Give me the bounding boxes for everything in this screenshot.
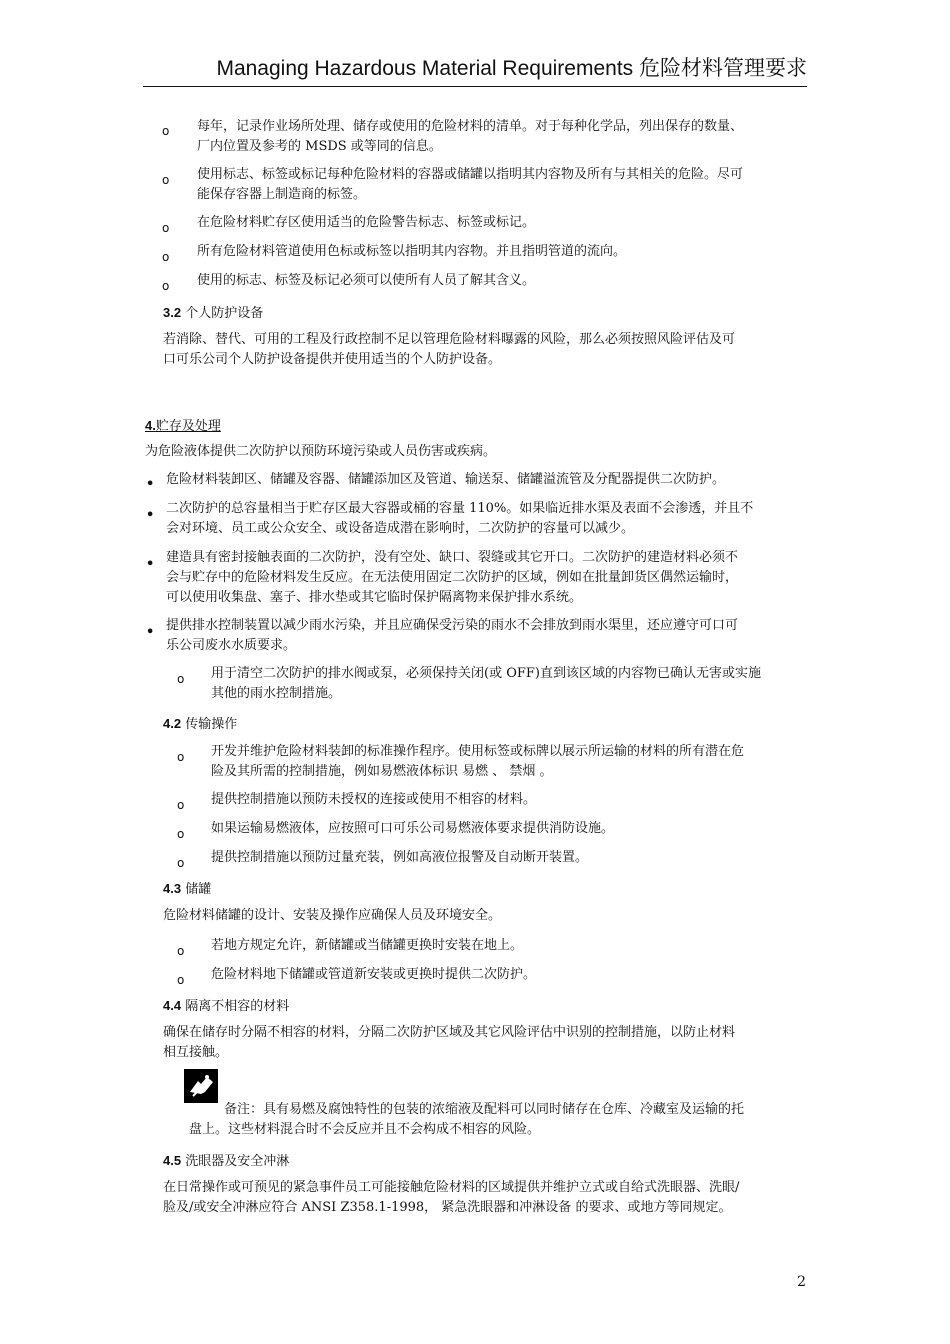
list-item: 如果运输易燃液体，应按照可口可乐公司易燃液体要求提供消防设施。: [211, 821, 615, 836]
note-hand-icon: [183, 1068, 219, 1104]
list-bullet-hollow: o: [177, 856, 185, 870]
list-item: 危险材料装卸区、储罐及容器、储罐添加区及管道、输送泵、储罐溢流管及分配器提供二次防护。: [166, 472, 726, 487]
list-item: 用于清空二次防护的排水阀或泵，必须保持关闭(或 OFF)直到该区域的内容物已确认无害或实施 其他的雨水控制措施。: [211, 666, 761, 701]
section-4-4-paragraph: 确保在储存时分隔不相容的材料，分隔二次防护区域及其它风险评估中识别的控制措施，以防止材料 相互接触。: [163, 1025, 736, 1060]
section-4-intro: 为危险液体提供二次防护以预防环境污染或人员伤害或疾病。: [145, 444, 497, 459]
section-heading-4: 4.贮存及处理: [145, 418, 221, 434]
list-item: 提供排水控制装置以减少雨水污染，并且应确保受污染的雨水不会排放到雨水渠里，还应遵守可口可 乐公司废水水质要求。: [166, 618, 739, 653]
list-item: 使用的标志、标签及标记必须可以使所有人员了解其含义。: [197, 273, 536, 288]
list-item: 开发并维护危险材料装卸的标准操作程序。使用标签或标牌以展示所运输的材料的所有潜在危 险及其所需的控制措施，例如易燃液体标识 易燃 、 禁烟 。: [211, 744, 745, 779]
list-item: 建造具有密封接触表面的二次防护，没有空处、缺口、裂缝或其它开口。二次防护的建造材料必须不 会与贮存中的危险材料发生反应。在无法使用固定二次防护的区域，例如在批量卸货区偶然运输时， 可以使用收集盘、塞子、排水垫或其它临时保护隔离物来保护排水系统。: [166, 550, 739, 605]
list-item: 提供控制措施以预防过量充装，例如高液位报警及自动断开装置。: [211, 850, 589, 865]
section-heading-4-2: 4.2 传输操作: [163, 716, 238, 732]
list-bullet-hollow: o: [177, 973, 185, 987]
list-bullet-solid: •: [146, 625, 155, 640]
section-heading-4-4: 4.4 隔离不相容的材料: [163, 998, 290, 1014]
list-bullet-hollow: o: [162, 221, 170, 235]
list-item: 使用标志、标签或标记每种危险材料的容器或储罐以指明其内容物及所有与其相关的危险。尽可 能保存容器上制造商的标签。: [197, 167, 744, 202]
list-item: 在危险材料贮存区使用适当的危险警告标志、标签或标记。: [197, 215, 536, 230]
section-3-2-paragraph: 若消除、替代、可用的工程及行政控制不足以管理危险材料曝露的风险，那么必须按照风险评估及可 口可乐公司个人防护设备提供并使用适当的个人防护设备。: [163, 332, 736, 367]
list-bullet-hollow: o: [177, 798, 185, 812]
list-bullet-solid: •: [146, 508, 155, 523]
list-bullet-hollow: o: [162, 173, 170, 187]
list-item: 危险材料地下储罐或管道新安装或更换时提供二次防护。: [211, 967, 537, 982]
list-item: 若地方规定允许，新储罐或当储罐更换时安装在地上。: [211, 938, 524, 953]
list-bullet-hollow: o: [177, 827, 185, 841]
list-bullet-hollow: o: [162, 279, 170, 293]
section-heading-4-3: 4.3 储罐: [163, 881, 212, 897]
list-bullet-hollow: o: [162, 250, 170, 264]
section-4-5-paragraph: 在日常操作或可预见的紧急事件员工可能接触危险材料的区域提供并维护立式或自给式洗眼器、洗眼/ 脸及/或安全冲淋应符合 ANSI Z358.1-1998， 紧急洗眼器和冲淋设备 的要求、或地方等同规定。: [163, 1180, 740, 1215]
list-item: 每年，记录作业场所处理、储存或使用的危险材料的清单。对于每种化学品，列出保存的数量、 厂内位置及参考的 MSDS 或等同的信息。: [197, 119, 744, 154]
header-divider: [143, 86, 807, 87]
section-heading-4-5: 4.5 洗眼器及安全冲淋: [163, 1153, 290, 1169]
list-item: 提供控制措施以预防未授权的连接或使用不相容的材料。: [211, 792, 537, 807]
list-bullet-solid: •: [146, 477, 155, 492]
list-bullet-hollow: o: [162, 124, 170, 138]
list-bullet-hollow: o: [177, 944, 185, 958]
section-heading-3-2: 3.2 个人防护设备: [163, 305, 264, 321]
list-item: 所有危险材料管道使用色标或标签以指明其内容物。并且指明管道的流向。: [197, 244, 627, 259]
section-4-3-intro: 危险材料储罐的设计、安装及操作应确保人员及环境安全。: [163, 908, 502, 923]
document-header-title: Managing Hazardous Material Requirements 危险材料管理要求: [216, 57, 807, 80]
list-bullet-hollow: o: [177, 750, 185, 764]
note-text-line-2: 盘上。这些材料混合时不会反应并且不会构成不相容的风险。: [189, 1122, 541, 1137]
list-item: 二次防护的总容量相当于贮存区最大容器或桶的容量 110%。如果临近排水渠及表面不会渗透，并且不 会对环境、员工或公众安全、或设备造成潜在影响时，二次防护的容量可以减少。: [166, 501, 754, 536]
list-bullet-solid: •: [146, 557, 155, 572]
note-text-line-1: 备注：具有易燃及腐蚀特性的包装的浓缩液及配料可以同时储存在仓库、冷藏室及运输的托: [224, 1102, 745, 1117]
list-bullet-hollow: o: [177, 672, 185, 686]
page-number: 2: [797, 1274, 806, 1290]
